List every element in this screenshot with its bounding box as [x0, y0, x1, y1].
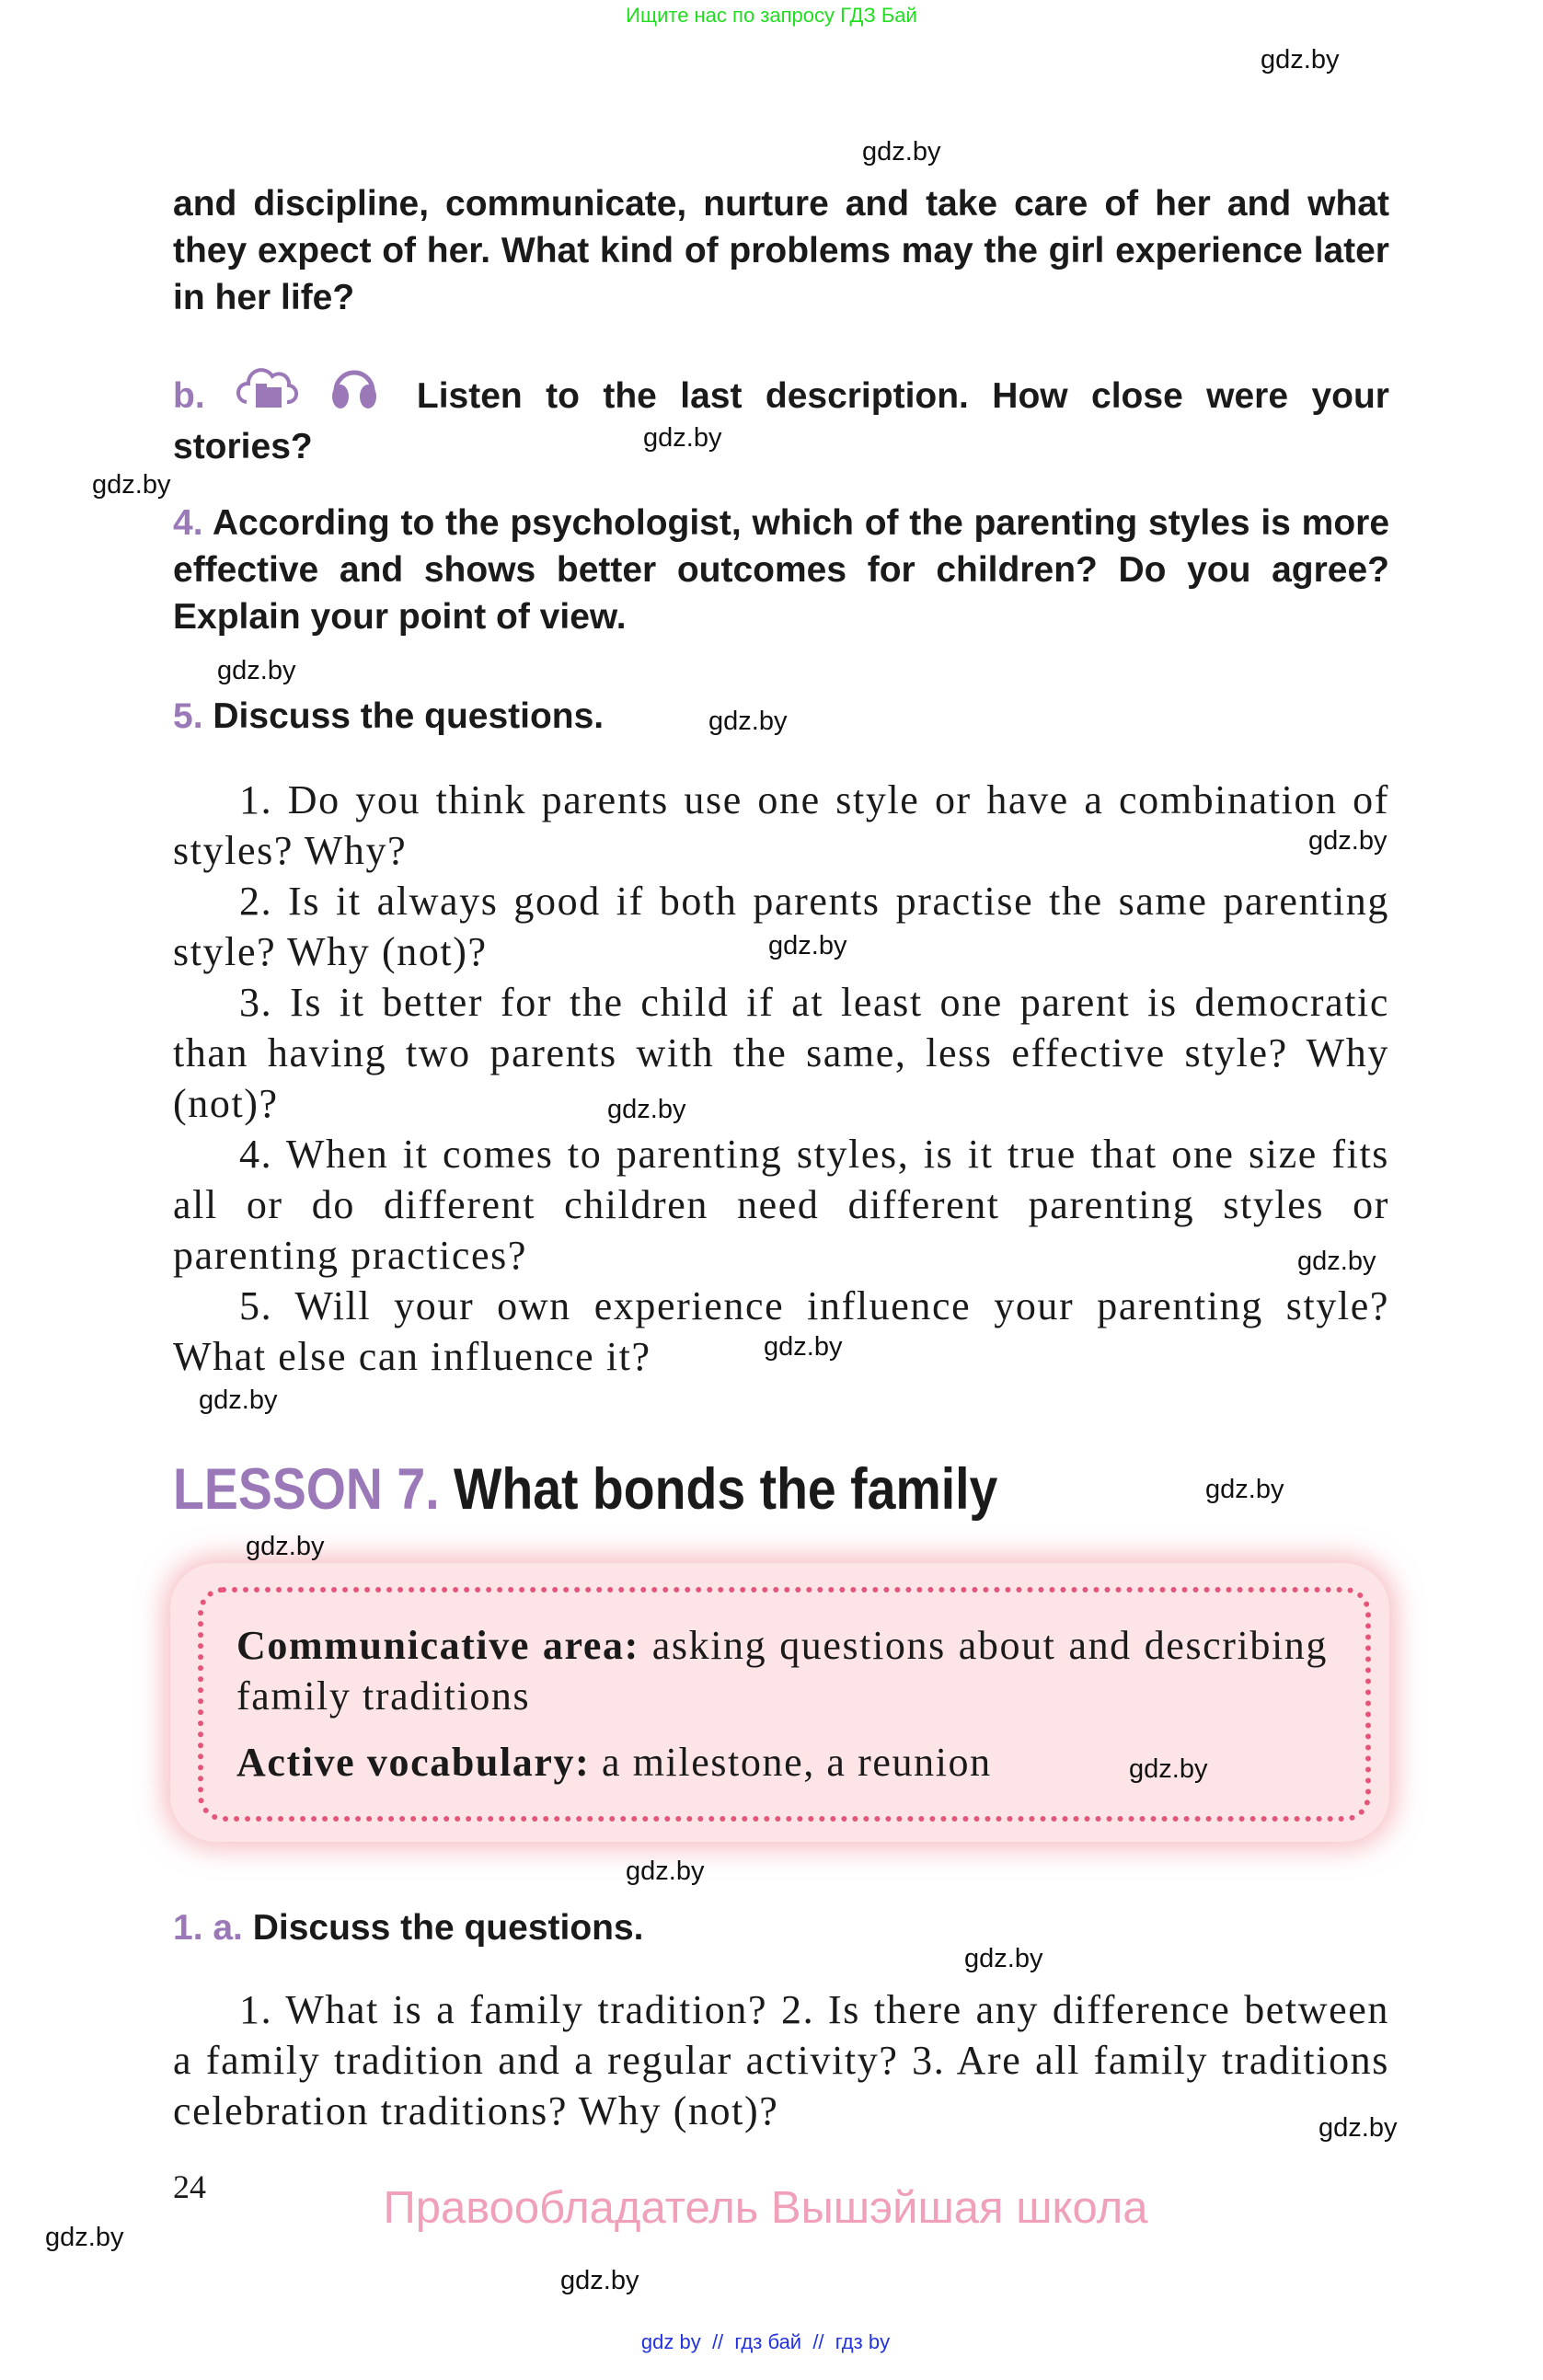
- watermark: gdz.by: [607, 1095, 686, 1124]
- question-1: 1. Do you think parents use one style or have a combination of styles? Why?: [173, 777, 1389, 873]
- headphones-icon[interactable]: [328, 360, 380, 423]
- task-b: [173, 360, 1389, 470]
- watermark: gdz.by: [560, 2266, 639, 2295]
- watermark: gdz.by: [1205, 1475, 1284, 1504]
- lesson-number: LESSON 7.: [173, 1457, 440, 1522]
- task-1a: [173, 1904, 1389, 1951]
- question-4: 4. When it comes to parenting styles, is it true that one size fits all or do different children need different parenting styles or parenting practices?: [173, 1132, 1389, 1278]
- task-1a-label: 1. a.: [173, 1908, 243, 1948]
- task-1a-text: Discuss the questions.: [252, 1908, 644, 1948]
- watermark: gdz.by: [92, 470, 171, 500]
- discussion-questions: [173, 775, 1389, 1382]
- watermark: gdz.by: [862, 137, 941, 167]
- watermark: gdz.by: [964, 1944, 1043, 1973]
- watermark: gdz.by: [246, 1532, 325, 1561]
- watermark: gdz.by: [199, 1385, 278, 1415]
- question-2: 2. Is it always good if both parents practise the same parenting style? Why (not)?: [173, 879, 1389, 974]
- task-5-text: Discuss the questions.: [213, 696, 605, 736]
- comm-area-label: Communicative area:: [236, 1623, 639, 1668]
- task-1a-questions-text: 1. What is a family tradition? 2. Is there any difference between a family tradition and a regular activity? 3. Are all family traditions celebration traditions? Why (not)?: [173, 1987, 1389, 2133]
- vocab-label: Active vocabulary:: [236, 1740, 591, 1785]
- lesson-heading: [173, 1456, 997, 1523]
- watermark: gdz.by: [217, 656, 296, 685]
- question-5: 5. Will your own experience influence your parenting style? What else can influence it?: [173, 1283, 1389, 1379]
- watermark: gdz.by: [626, 1857, 705, 1886]
- cloud-folder-icon[interactable]: [236, 365, 300, 423]
- task-b-text: Listen to the last description. How close were your stories?: [173, 376, 1389, 466]
- task-1a-questions: [173, 1984, 1389, 2136]
- vocab-text: a milestone, a reunion: [602, 1740, 992, 1785]
- watermark: gdz.by: [708, 707, 788, 736]
- lesson-title: What bonds the family: [454, 1457, 998, 1522]
- copyright-watermark: Правообладатель Вышэйшая школа: [383, 2183, 1148, 2233]
- watermark: gdz.by: [1318, 2113, 1398, 2143]
- comm-area-text: asking questions about and describing family traditions: [236, 1623, 1328, 1719]
- task-4-label: 4.: [173, 503, 203, 543]
- watermark: gdz.by: [768, 931, 847, 960]
- watermark: gdz.by: [45, 2223, 124, 2252]
- watermark: gdz.by: [1261, 45, 1340, 75]
- question-3: 3. Is it better for the child if at least one parent is democratic than having two parents with the same, less effective style? Why (not)?: [173, 980, 1389, 1126]
- footer-links[interactable]: gdz by // гдз бай // гдз by: [640, 2330, 891, 2353]
- top-search-note: Ищите нас по запросу ГДЗ Бай: [626, 4, 917, 27]
- watermark: gdz.by: [1308, 826, 1388, 856]
- task-4: [173, 500, 1389, 640]
- watermark: gdz.by: [1297, 1247, 1376, 1276]
- watermark: gdz.by: [764, 1332, 843, 1362]
- task-b-label: b.: [173, 376, 205, 416]
- task-5-label: 5.: [173, 696, 203, 736]
- watermark: gdz.by: [1129, 1754, 1208, 1784]
- intro-paragraph: and discipline, communicate, nurture and take care of her and what they expect of her. What kind of problems may the girl experience later in her life?: [173, 184, 1389, 317]
- task-4-text: According to the psychologist, which of the parenting styles is more effective and shows better outcomes for children? Do you agree? Explain your point of view.: [173, 503, 1390, 637]
- watermark: gdz.by: [643, 423, 722, 453]
- page-number: 24: [173, 2168, 206, 2205]
